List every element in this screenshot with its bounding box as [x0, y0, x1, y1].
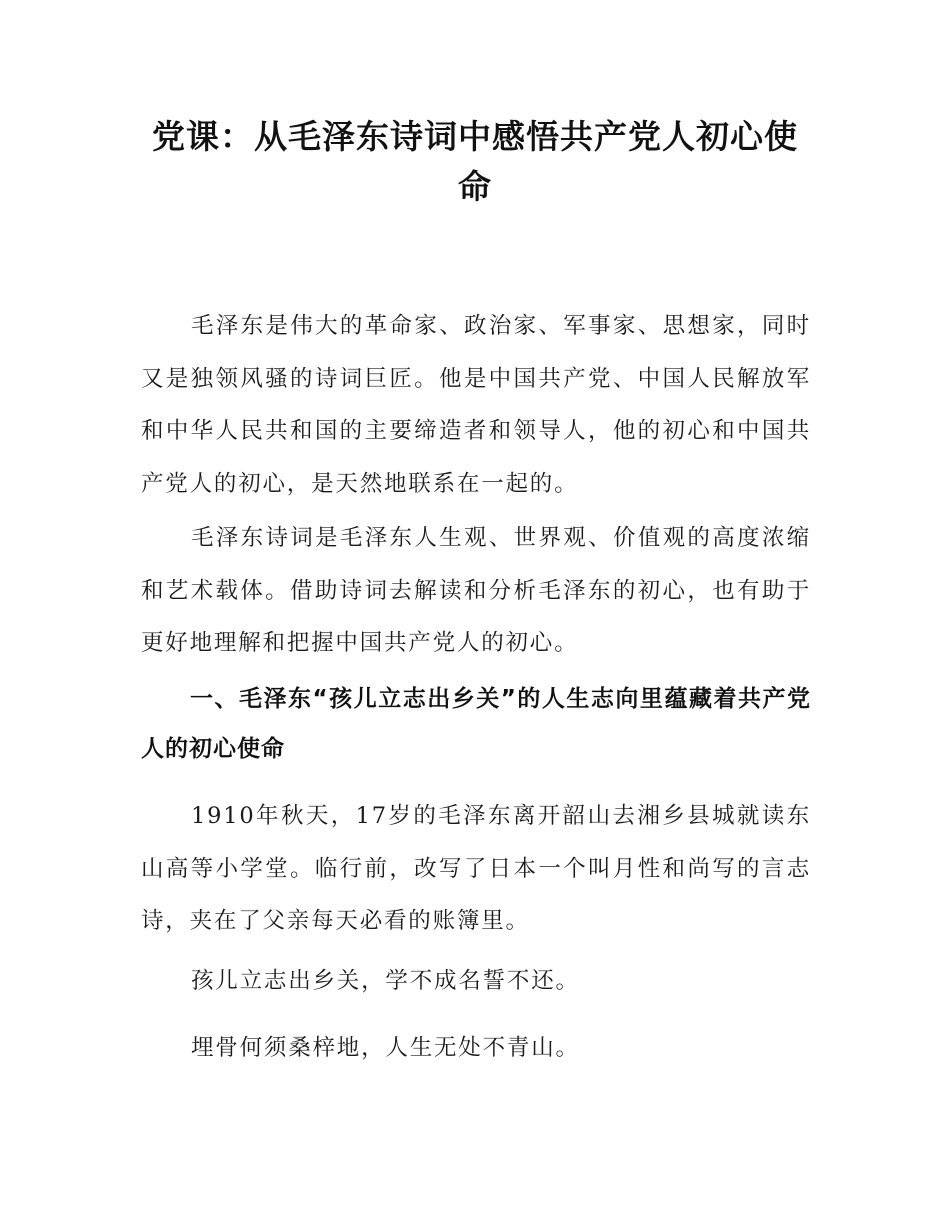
section-heading-1: 一、毛泽东“孩儿立志出乡关”的人生志向里蕴藏着共产党人的初心使命: [141, 686, 811, 762]
poem-line-1: 孩儿立志出乡关，学不成名誓不还。: [191, 968, 580, 994]
paragraph-intro: 毛泽东是伟大的革命家、政治家、军事家、思想家，同时又是独领风骚的诗词巨匠。他是中国共产党、中国人民解放军和中华人民共和国的主要缔造者和领导人，他的初心和中国共产党人的初心，是天然地联系在一起的。: [141, 313, 811, 497]
paragraph-poetry: 毛泽东诗词是毛泽东人生观、世界观、价值观的高度浓缩和艺术载体。借助诗词去解读和分析毛泽东的初心，也有助于更好地理解和把握中国共产党人的初心。: [141, 525, 811, 656]
document-title: 党课：从毛泽东诗词中感悟共产党人初心使命: [152, 117, 798, 206]
paragraph-1910: 1910年秋天，17岁的毛泽东离开韶山去湘乡县城就读东山高等小学堂。临行前，改写了日本一个叫月性和尚写的言志诗，夹在了父亲每天必看的账簿里。: [141, 803, 811, 934]
poem-line-2: 埋骨何须桑梓地，人生无处不青山。: [191, 1035, 580, 1061]
